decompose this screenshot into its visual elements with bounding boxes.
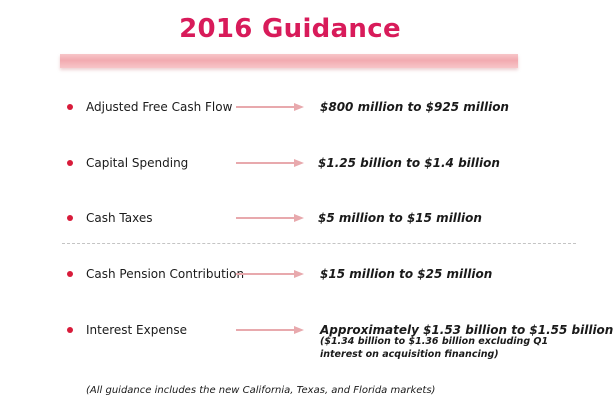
item-value: $1.25 billion to $1.4 billion: [318, 156, 500, 170]
bullet-icon: [67, 215, 73, 221]
item-value: $5 million to $15 million: [318, 211, 482, 225]
bullet-icon: [67, 104, 73, 110]
slide-title: 2016 Guidance: [179, 14, 401, 44]
right-arrow-icon: [236, 214, 304, 222]
bullet-icon: [67, 160, 73, 166]
item-label: Cash Pension Contribution: [86, 267, 245, 281]
item-label: Cash Taxes: [86, 211, 153, 225]
item-note-line2: interest on acquisition financing): [320, 349, 499, 360]
item-value: $800 million to $925 million: [320, 100, 509, 114]
item-label: Capital Spending: [86, 156, 189, 170]
item-value: Approximately $1.53 billion to $1.55 billion: [320, 323, 613, 337]
right-arrow-icon: [236, 270, 304, 278]
guidance-footnote: (All guidance includes the new California, Texas, and Florida markets): [86, 385, 436, 396]
right-arrow-icon: [236, 103, 304, 111]
bullet-icon: [67, 327, 73, 333]
item-value: $15 million to $25 million: [320, 267, 493, 281]
item-label: Interest Expense: [86, 323, 187, 337]
right-arrow-icon: [236, 326, 304, 334]
item-note-line1: ($1.34 billion to $1.36 billion excluding Q1: [320, 336, 549, 347]
bullet-icon: [67, 271, 73, 277]
section-divider: [62, 243, 576, 244]
title-underline-bar: [60, 54, 518, 68]
right-arrow-icon: [236, 159, 304, 167]
item-label: Adjusted Free Cash Flow: [86, 100, 233, 114]
